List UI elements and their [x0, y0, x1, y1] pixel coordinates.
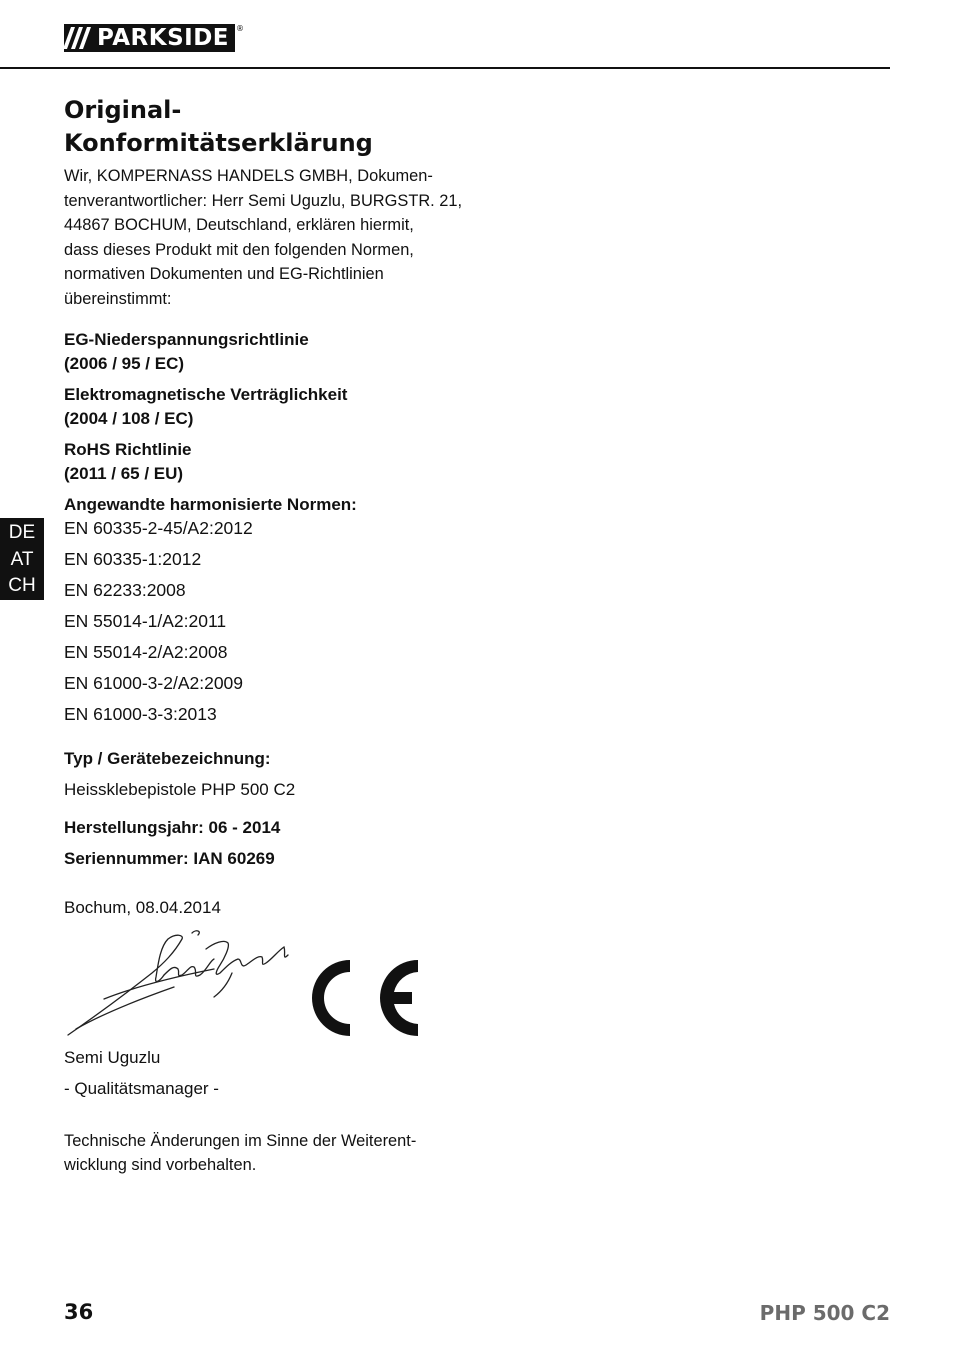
logo-slashes — [64, 24, 95, 52]
parkside-logo — [64, 24, 244, 52]
serial-number: Seriennummer: IAN 60269 — [64, 848, 275, 868]
norm-item: EN 60335-1:2012 — [64, 548, 202, 569]
type-value: Heissklebepistole PHP 500 C2 — [64, 779, 296, 799]
norm-item: EN 55014-1/A2:2011 — [64, 610, 227, 631]
norm-item: EN 60335-2-45/A2:2012 — [64, 517, 253, 538]
norm-item: EN 55014-2/A2:2008 — [64, 641, 228, 662]
intro-paragraph: Wir, KOMPERNASS HANDELS GMBH, Dokumen- tenverantwortlicher: Herr Semi Uguzlu, BURGSTR. 21, 44867 BOCHUM, Deutschland, erklären hiermit, dass dieses Produkt mit den folgenden Normen, normativen Dokumenten und EG-Richtlinien übereinstimmt: — [64, 167, 463, 308]
directive-rohs: RoHS Richtlinie (2011 / 65 / EU) — [64, 439, 192, 484]
technical-note: Technische Änderungen im Sinne der Weiterent- wicklung sind vorbehalten. — [64, 1131, 417, 1175]
page-title: Original- Konformitätserklärung — [64, 96, 373, 157]
production-year: Herstellungsjahr: 06 - 2014 — [64, 817, 281, 837]
norm-item: EN 61000-3-3:2013 — [64, 703, 217, 724]
language-tab — [0, 518, 44, 600]
norm-item: EN 61000-3-2/A2:2009 — [64, 672, 244, 693]
model-name: PHP 500 C2 — [759, 1301, 890, 1325]
ce-mark-icon — [308, 956, 426, 1040]
logo-wordmark: PARKSIDE — [95, 24, 235, 52]
norm-item: EN 62233:2008 — [64, 579, 186, 600]
language-code: CH — [8, 575, 36, 596]
directive-low-voltage: EG-Niederspannungsrichtlinie (2006 / 95 / EC) — [64, 329, 309, 374]
signer-name: Semi Uguzlu — [64, 1047, 161, 1067]
language-code: DE — [8, 522, 36, 543]
signature-icon — [64, 925, 296, 1040]
norms-list — [64, 513, 474, 730]
page-number: 36 — [64, 1300, 94, 1324]
language-code: AT — [10, 548, 34, 570]
logo-registered-mark: ® — [236, 24, 245, 33]
norms-heading: Angewandte harmonisierte Normen: — [64, 494, 357, 514]
header-rule — [0, 67, 890, 69]
type-heading: Typ / Gerätebezeichnung: — [64, 748, 271, 768]
signer-role: - Qualitätsmanager - — [64, 1078, 219, 1098]
place-date: Bochum, 08.04.2014 — [64, 897, 221, 917]
directive-emc: Elektromagnetische Verträglichkeit (2004 / 108 / EC) — [64, 384, 348, 429]
